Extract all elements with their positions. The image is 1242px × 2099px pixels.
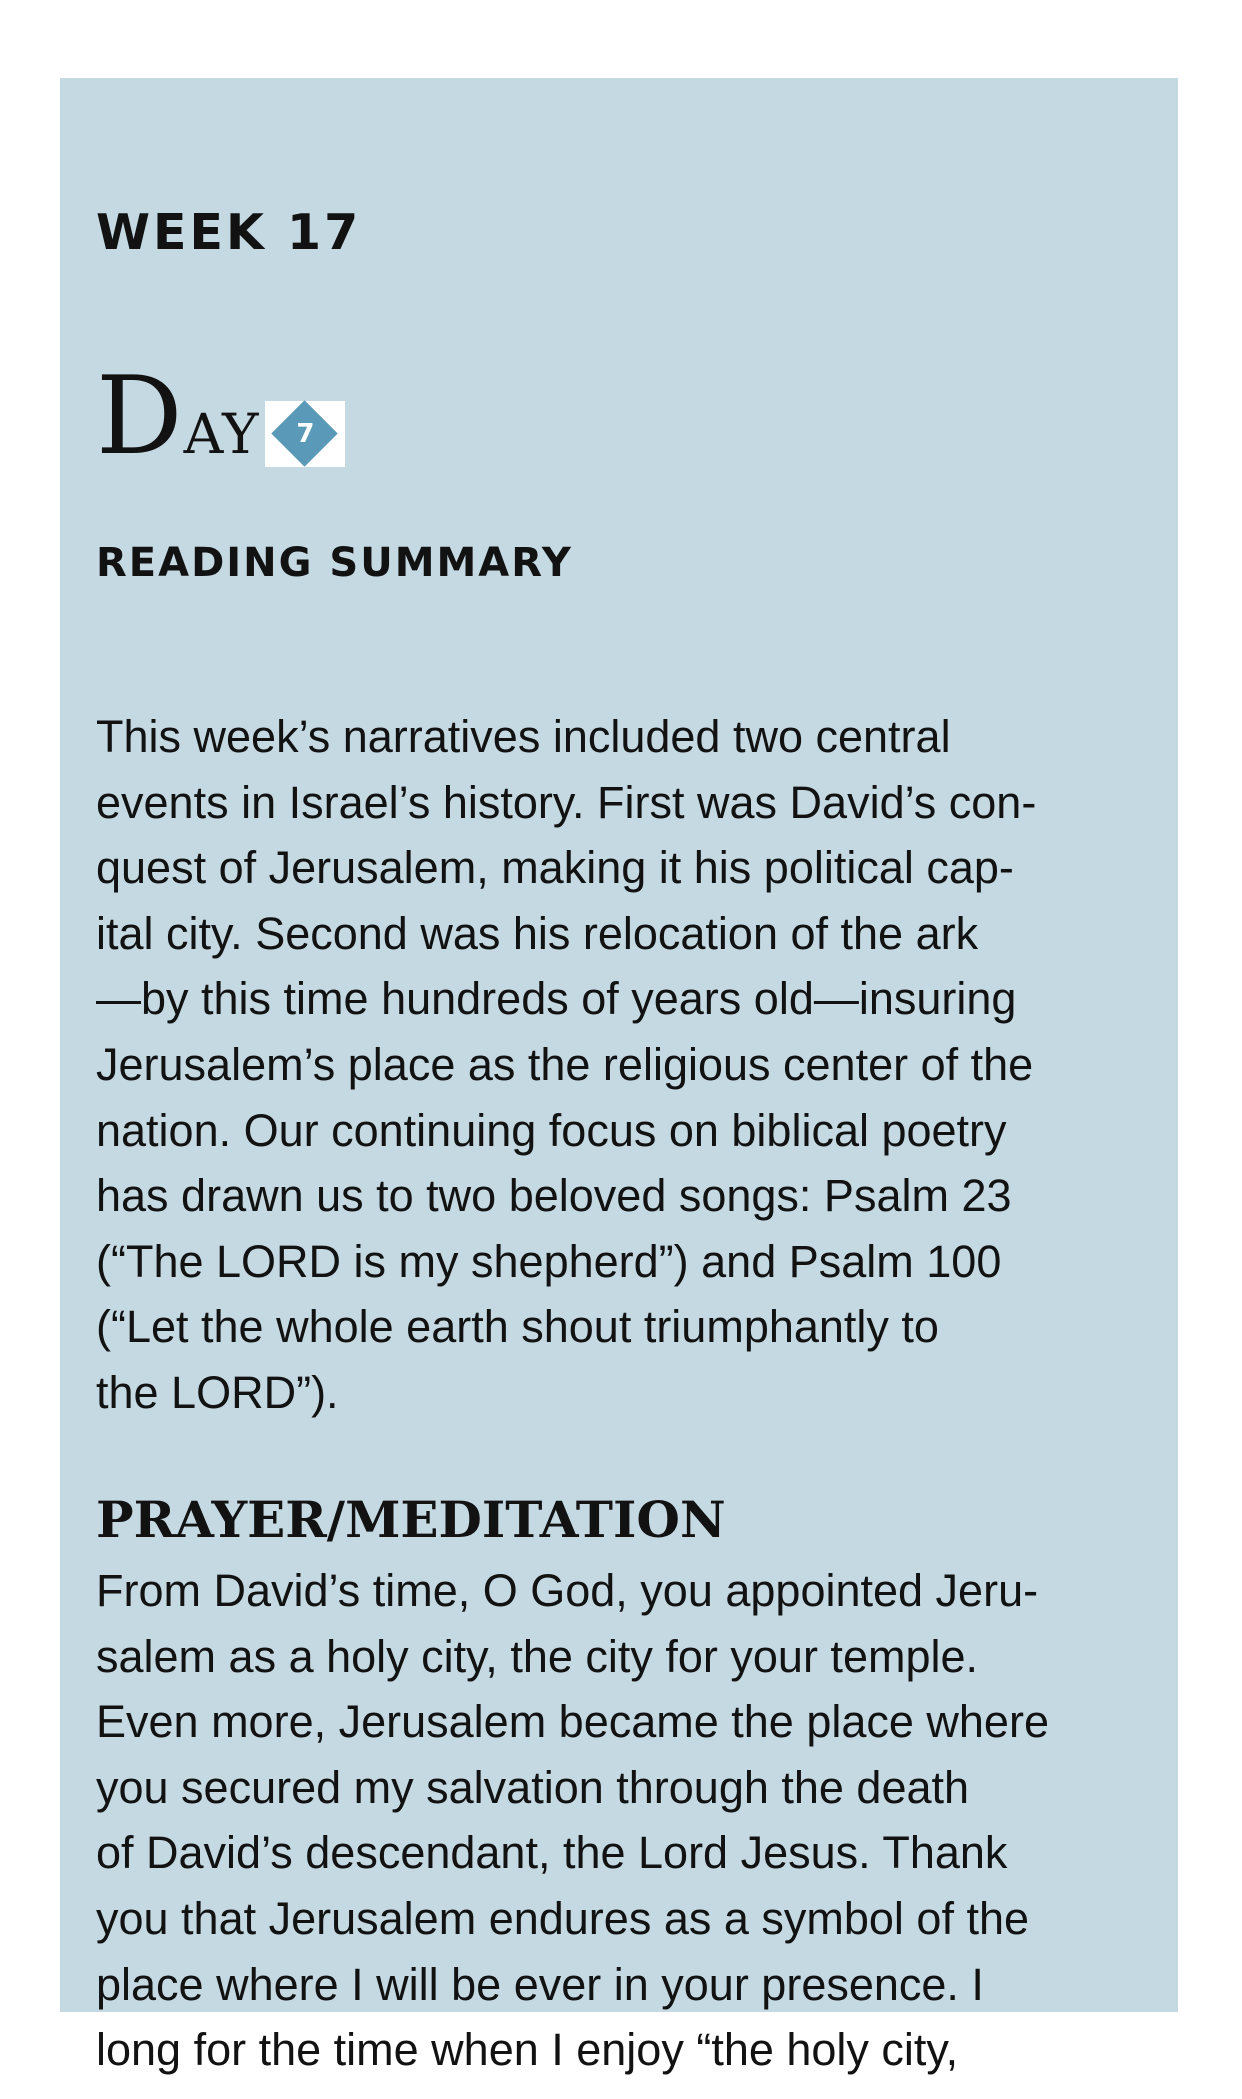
reading-summary-text xyxy=(96,704,1156,1426)
day-heading xyxy=(96,354,345,479)
summary-line: nation. Our continuing focus on biblical poetry xyxy=(96,1104,1007,1156)
prayer-line: salem as a holy city, the city for your temple. xyxy=(96,1630,979,1682)
summary-line: —by this time hundreds of years old—insuring xyxy=(96,973,1017,1025)
day-title: Day xyxy=(96,354,260,479)
summary-line: Jerusalem’s place as the religious center of the xyxy=(96,1038,1034,1090)
prayer-line: you secured my salvation through the death xyxy=(96,1761,970,1813)
prayer-meditation-heading: PRAYER/MEDITATION xyxy=(96,1490,726,1549)
devotional-panel xyxy=(60,78,1178,2076)
summary-line: This week’s narratives included two central xyxy=(96,711,951,762)
prayer-line: you that Jerusalem endures as a symbol of the xyxy=(96,1892,1030,1944)
day-number: 7 xyxy=(296,419,315,449)
summary-line: has drawn us to two beloved songs: Psalm 23 xyxy=(96,1170,1012,1222)
prayer-line: of David’s descendant, the Lord Jesus. Thank xyxy=(96,1827,1008,1879)
summary-line: (“The LORD is my shepherd”) and Psalm 100 xyxy=(96,1235,1002,1287)
reading-summary-heading: READING SUMMARY xyxy=(96,540,573,586)
day-number-badge xyxy=(265,401,345,467)
prayer-text xyxy=(96,1558,1156,2083)
summary-line: quest of Jerusalem, making it his political cap- xyxy=(96,842,1014,894)
prayer-line: place where I will be ever in your presence. I xyxy=(96,1958,984,2010)
prayer-line: long for the time when I enjoy “the holy city, xyxy=(96,2024,959,2076)
prayer-line: From David’s time, O God, you appointed Jeru- xyxy=(96,1565,1039,1616)
prayer-line: Even more, Jerusalem became the place where xyxy=(96,1696,1049,1748)
summary-line: (“Let the whole earth shout triumphantly to xyxy=(96,1301,939,1353)
summary-line: events in Israel’s history. First was David’s con- xyxy=(96,776,1037,828)
summary-line: ital city. Second was his relocation of the ark xyxy=(96,907,979,959)
summary-line: the LORD”). xyxy=(96,1366,339,1418)
week-label: WEEK 17 xyxy=(96,204,362,261)
